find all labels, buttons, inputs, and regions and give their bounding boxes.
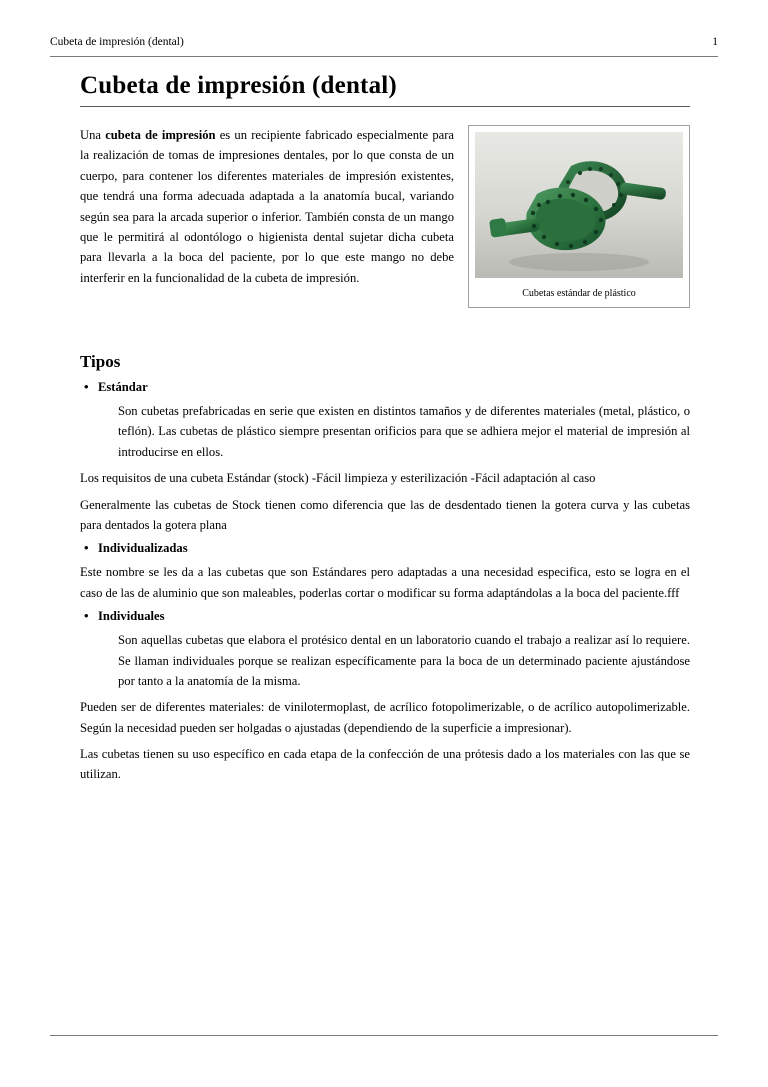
document-content xyxy=(80,72,690,791)
types-list-3 xyxy=(80,609,690,624)
figure-container xyxy=(468,125,690,308)
intro-text-before: Una xyxy=(80,128,106,142)
header-divider xyxy=(50,56,718,57)
dental-trays-photo xyxy=(475,132,683,278)
item-individuales-paragraph-1: Pueden ser de diferentes materiales: de vinilotermoplast, de acrílico fotopolimerizable, o de acrílico autopolimerizable. Según la necesidad pueden ser holgadas o ajustadas (dependiendo de la superficie a impresionar). xyxy=(80,700,690,735)
intro-text-after: es un recipiente fabricado especialmente para la realización de tomas de impresiones dentales, por lo que consta de un cuerpo, para contener los diferentes materiales de impresión existentes, que tendrá una forma adecuada adaptada a la anatomía bucal, variando según sea para la arcada superior o inferior. También consta de un mango que le permitirá al odontólogo o higienista dental sujetar dicha cubeta para llevarla a la boca del paciente, por lo que este mango no debe interferir en la funcionalidad de la cubeta de impresión. xyxy=(80,128,454,285)
title-divider xyxy=(80,106,690,107)
types-list xyxy=(80,380,690,395)
types-list-2 xyxy=(80,541,690,556)
running-header xyxy=(50,36,718,48)
item-individuales-detail: Son aquellas cubetas que elabora el protésico dental en un laboratorio cuando el trabajo a realizar así lo requiere. Se llaman individuales porque se realizan específicamente para la boca de un determinado paciente ajustándose por tanto a la anatomía de la misma. xyxy=(118,633,690,688)
page-number: 1 xyxy=(712,36,718,48)
page-title: Cubeta de impresión (dental) xyxy=(80,72,397,99)
list-item: • Estándar xyxy=(80,380,690,395)
footer-divider xyxy=(50,1035,718,1036)
intro-paragraph xyxy=(80,125,454,288)
dental-trays-illustration xyxy=(475,132,683,278)
item-estandar-paragraph-2: Generalmente las cubetas de Stock tienen como diferencia que las de desdentado tienen la gotera curva y las cubetas para dentados la gotera plana xyxy=(80,497,690,532)
intro-term: cubeta de impresión xyxy=(105,128,216,142)
item-individualizadas-paragraph-1: Este nombre se les da a las cubetas que son Estándares pero adaptadas a una necesidad especifica, esto se logra en el caso de las de aluminio que son maleables, poderlas cortar o modificar su forma adaptándolas a la boca del paciente.fff xyxy=(80,565,690,600)
list-item: • Individualizadas xyxy=(80,541,690,556)
list-item: • Individuales xyxy=(80,609,690,624)
figure-caption: Cubetas estándar de plástico xyxy=(522,288,636,299)
intro-block xyxy=(80,125,690,308)
item-individuales-paragraph-2: Las cubetas tienen su uso específico en cada etapa de la confección de una prótesis dado a los materiales con las que se utilizan. xyxy=(80,747,690,782)
item-estandar-paragraph-1: Los requisitos de una cubeta Estándar (stock) -Fácil limpieza y esterilización -Fácil adaptación al caso xyxy=(80,471,596,486)
item-estandar-detail: Son cubetas prefabricadas en serie que existen en distintos tamaños y de diferentes materiales (metal, plástico, o teflón). Las cubetas de plástico siempre presentan orificios para que se adhiera mejor el material de impresión al introducirse en ellos. xyxy=(118,404,690,459)
section-heading-tipos: Tipos xyxy=(80,352,121,371)
running-header-title: Cubeta de impresión (dental) xyxy=(50,36,184,48)
